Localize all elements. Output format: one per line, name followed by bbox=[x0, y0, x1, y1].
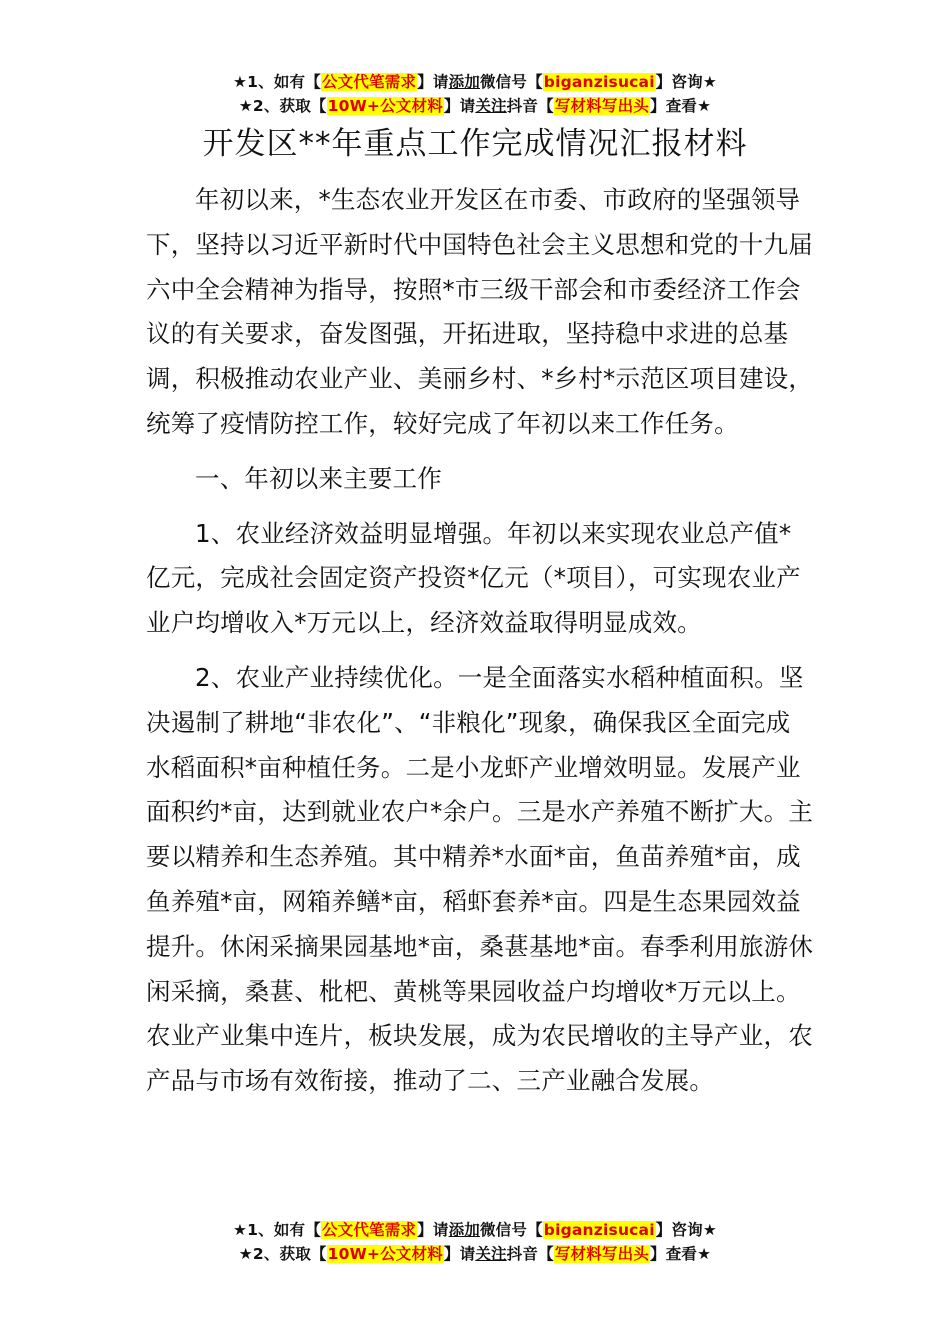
promo-text: 1、如有【 bbox=[247, 1221, 321, 1239]
star-icon: ★ bbox=[233, 1221, 248, 1239]
promo-text: 微信号【 bbox=[479, 1221, 543, 1239]
promo-highlight: 10W+公文材料 bbox=[327, 1245, 443, 1263]
section-heading: 一、年初以来主要工作 bbox=[195, 463, 442, 493]
promo-text: 】咨询 bbox=[655, 73, 703, 91]
promo-banner-top bbox=[0, 70, 950, 118]
promo-text: 】咨询 bbox=[655, 1221, 703, 1239]
promo-highlight: 公文代笔需求 bbox=[321, 1221, 417, 1239]
star-icon: ★ bbox=[697, 1245, 712, 1263]
star-icon: ★ bbox=[238, 1245, 253, 1263]
promo-text: 2、获取【 bbox=[252, 97, 327, 115]
paragraph-item-1: 1、农业经济效益明显增强。年初以来实现农业总产值*亿元，完成社会固定资产投资*亿元（*项目），可实现农业产业户均增收入*万元以上，经济效益取得明显成效。 bbox=[146, 518, 801, 638]
promo-text: 】查看 bbox=[650, 1245, 698, 1263]
star-icon: ★ bbox=[233, 73, 248, 91]
star-icon: ★ bbox=[702, 73, 717, 91]
promo-emphasis: 添加 bbox=[448, 73, 480, 91]
star-icon: ★ bbox=[702, 1221, 717, 1239]
promo-highlight-wechat-id: biganzisucai bbox=[543, 1221, 655, 1239]
promo-line-2 bbox=[0, 1242, 950, 1266]
promo-text: 】请 bbox=[417, 1221, 449, 1239]
star-icon: ★ bbox=[697, 97, 712, 115]
promo-line-2 bbox=[0, 94, 950, 118]
promo-highlight-wechat-id: biganzisucai bbox=[543, 73, 655, 91]
promo-emphasis: 添加 bbox=[448, 1221, 480, 1239]
promo-highlight: 公文代笔需求 bbox=[321, 73, 417, 91]
document-title: 开发区**年重点工作完成情况汇报材料 bbox=[202, 126, 748, 162]
paragraph-intro: 年初以来，*生态农业开发区在市委、市政府的坚强领导下，坚持以习近平新时代中国特色社会主义思想和党的十九届六中全会精神为指导，按照*市三级干部会和市委经济工作会议的有关要求，奋发图强，开拓进取，坚持稳中求进的总基调，积极推动农业产业、美丽乡村、*乡村*示范区项目建设，统筹了疫情防控工作，较好完成了年初以来工作任务。 bbox=[146, 185, 814, 438]
paragraph-item-2: 2、农业产业持续优化。一是全面落实水稻种植面积。坚决遏制了耕地“非农化”、“非粮化”现象，确保我区全面完成水稻面积*亩种植任务。二是小龙虾产业增效明显。发展产业面积约*亩，达到就业农户*余户。三是水产养殖不断扩大。主要以精养和生态养殖。其中精养*水面*亩，鱼苗养殖*亩，成鱼养殖*亩，网箱养鳝*亩，稻虾套养*亩。四是生态果园效益提升。休闲采摘果园基地*亩，桑葚基地*亩。春季利用旅游休闲采摘，桑葚、枇杷、黄桃等果园收益户均增收*万元以上。农业产业集中连片，板块发展，成为农民增收的主导产业，农产品与市场有效衔接，推动了二、三产业融合发展。 bbox=[146, 662, 814, 1096]
promo-line-1 bbox=[0, 70, 950, 94]
document-body bbox=[146, 178, 814, 1104]
promo-emphasis: 关注 bbox=[475, 1245, 507, 1263]
promo-text: 1、如有【 bbox=[247, 73, 321, 91]
promo-line-1 bbox=[0, 1218, 950, 1242]
promo-text: 微信号【 bbox=[479, 73, 543, 91]
promo-highlight-douyin: 写材料写出头 bbox=[554, 97, 650, 115]
promo-text: 抖音【 bbox=[506, 1245, 554, 1263]
promo-highlight: 10W+公文材料 bbox=[327, 97, 443, 115]
promo-banner-bottom bbox=[0, 1218, 950, 1266]
promo-text: 抖音【 bbox=[506, 97, 554, 115]
promo-text: 】请 bbox=[443, 97, 476, 115]
star-icon: ★ bbox=[238, 97, 253, 115]
promo-text: 】查看 bbox=[650, 97, 698, 115]
promo-highlight-douyin: 写材料写出头 bbox=[554, 1245, 650, 1263]
promo-emphasis: 关注 bbox=[475, 97, 507, 115]
promo-text: 2、获取【 bbox=[252, 1245, 327, 1263]
promo-text: 】请 bbox=[443, 1245, 476, 1263]
promo-text: 】请 bbox=[417, 73, 449, 91]
